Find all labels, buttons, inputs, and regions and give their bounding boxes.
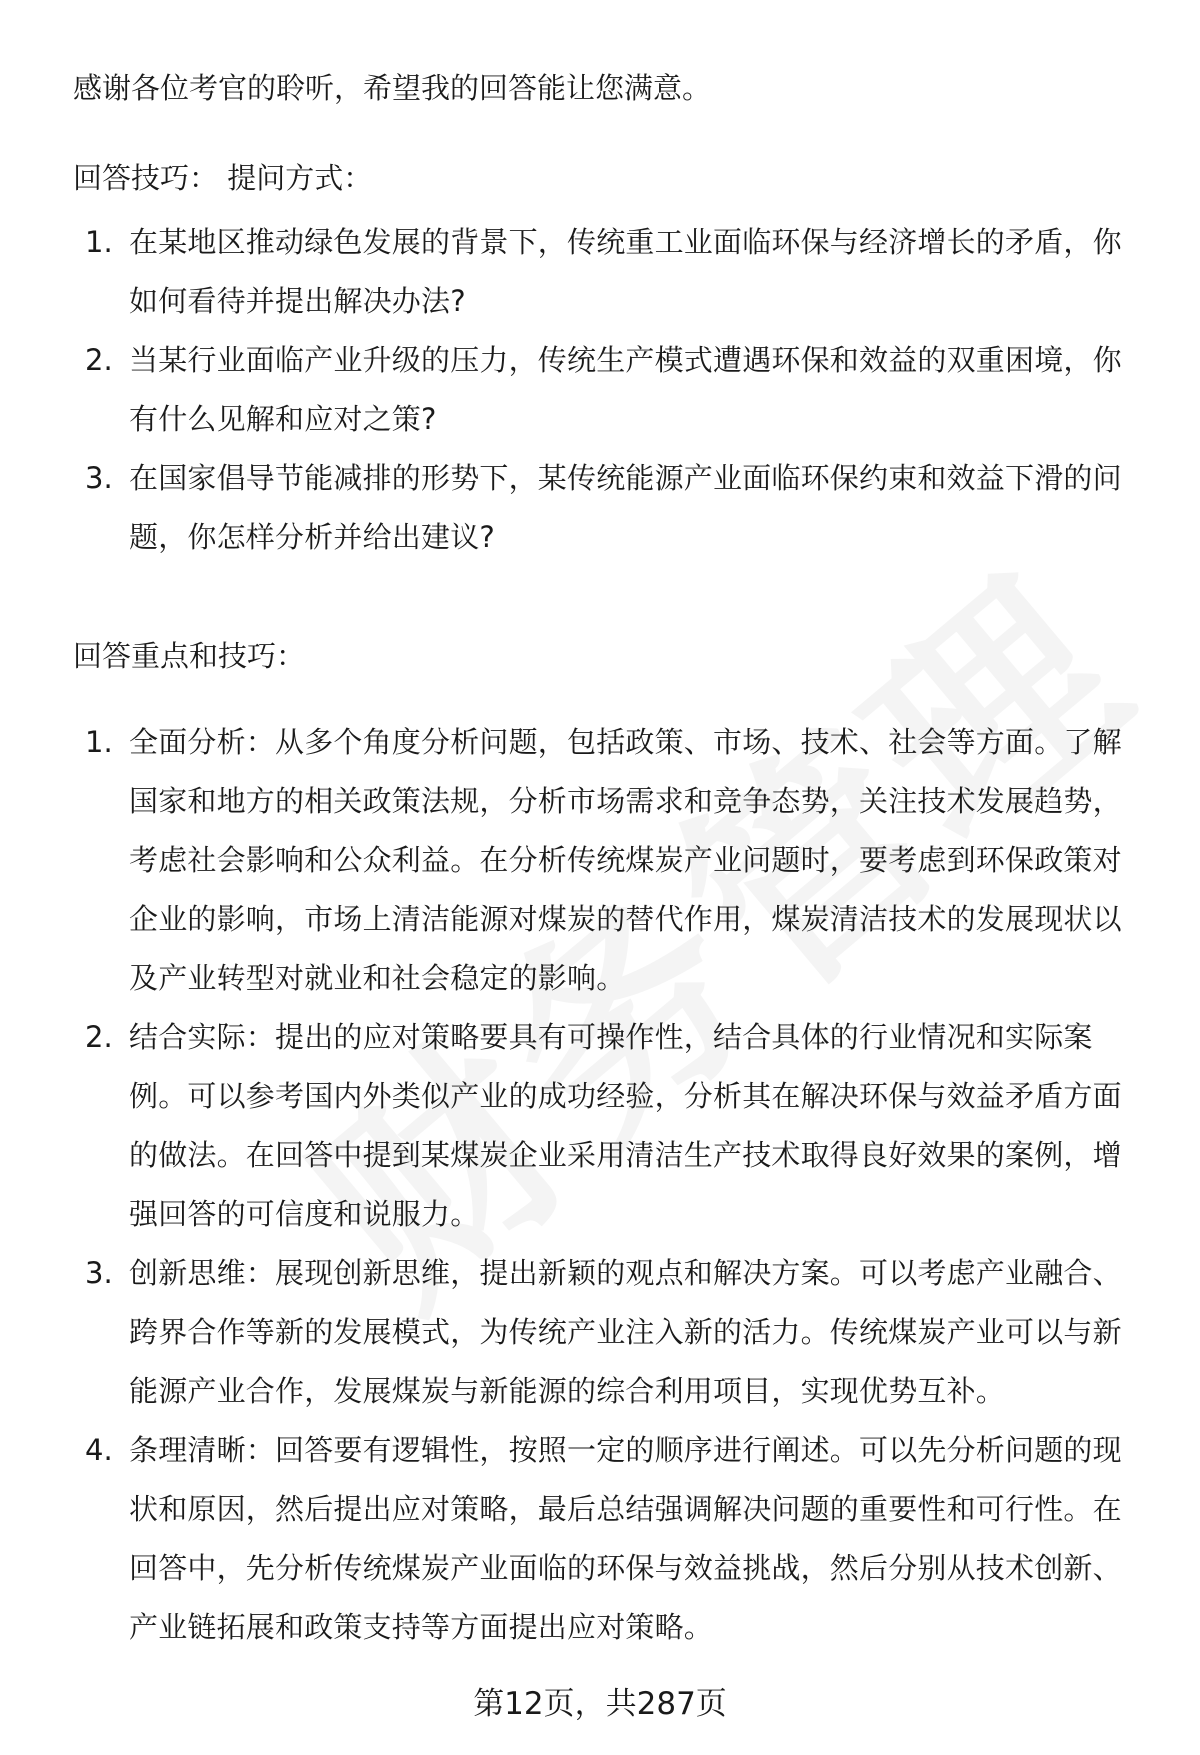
question-text: 在国家倡导节能减排的形势下，某传统能源产业面临环保约束和效益下滑的问题，你怎样分析并给出建议? [129, 461, 1122, 554]
questions-heading: 回答技巧： 提问方式： [73, 161, 373, 195]
tip-text: 全面分析：从多个角度分析问题，包括政策、市场、技术、社会等方面。了解国家和地方的相关政策法规，分析市场需求和竞争态势，关注技术发展趋势，考虑社会影响和公众利益。在分析传统煤炭产业问题时，要考虑到环保政策对企业的影响，市场上清洁能源对煤炭的替代作用，煤炭清洁技术的发展现状以及产业转型对就业和社会稳定的影响。 [129, 725, 1122, 995]
list-number: 3. [85, 1256, 113, 1290]
questions-list [73, 213, 1143, 567]
list-number: 4. [85, 1433, 113, 1467]
tip-item [73, 1008, 1143, 1244]
list-number: 1. [85, 725, 113, 759]
tip-text: 创新思维：展现创新思维，提出新颖的观点和解决方案。可以考虑产业融合、跨界合作等新的发展模式，为传统产业注入新的活力。传统煤炭产业可以与新能源产业合作，发展煤炭与新能源的综合利用项目，实现优势互补。 [129, 1256, 1122, 1408]
tip-text: 条理清晰：回答要有逻辑性，按照一定的顺序进行阐述。可以先分析问题的现状和原因，然后提出应对策略，最后总结强调解决问题的重要性和可行性。在回答中，先分析传统煤炭产业面临的环保与效益挑战，然后分别从技术创新、产业链拓展和政策支持等方面提出应对策略。 [129, 1433, 1122, 1644]
question-item [73, 213, 1143, 331]
closing-line: 感谢各位考官的聆听，希望我的回答能让您满意。 [73, 71, 712, 105]
list-number: 2. [85, 343, 113, 377]
question-item [73, 331, 1143, 449]
tips-heading: 回答重点和技巧： [73, 639, 306, 673]
question-text: 当某行业面临产业升级的压力，传统生产模式遭遇环保和效益的双重困境，你有什么见解和应对之策? [129, 343, 1122, 436]
tip-text: 结合实际：提出的应对策略要具有可操作性，结合具体的行业情况和实际案例。可以参考国内外类似产业的成功经验，分析其在解决环保与效益矛盾方面的做法。在回答中提到某煤炭企业采用清洁生产技术取得良好效果的案例，增强回答的可信度和说服力。 [129, 1020, 1122, 1231]
page-number: 第12页，共287页 [473, 1686, 727, 1722]
tip-item [73, 713, 1143, 1008]
list-number: 2. [85, 1020, 113, 1054]
question-item [73, 449, 1143, 567]
tip-item [73, 1244, 1143, 1421]
tips-list [73, 713, 1143, 1657]
list-number: 3. [85, 461, 113, 495]
tip-item [73, 1421, 1143, 1657]
question-text: 在某地区推动绿色发展的背景下，传统重工业面临环保与经济增长的矛盾，你如何看待并提出解决办法? [129, 225, 1122, 318]
list-number: 1. [85, 225, 113, 259]
